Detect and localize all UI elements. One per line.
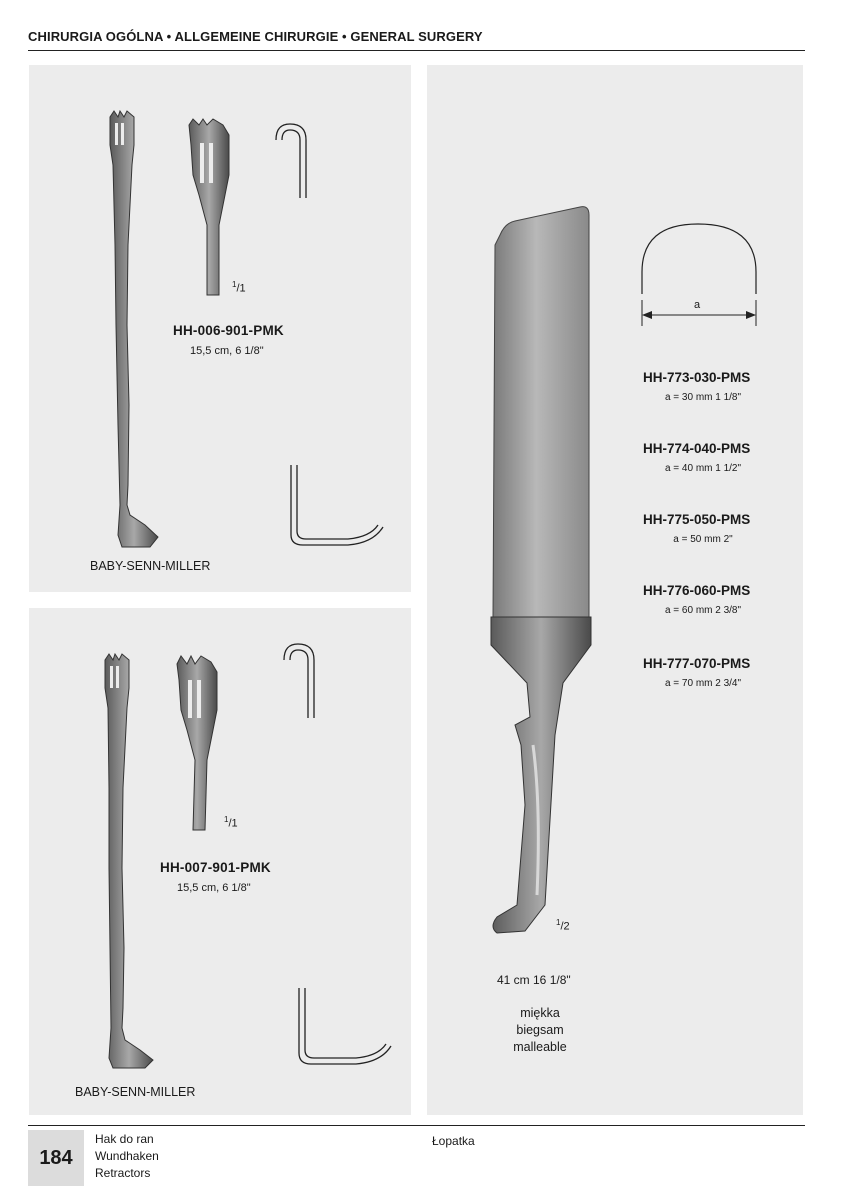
spatula-image: [485, 205, 595, 935]
scale-label-1: $^1$/1: [232, 280, 246, 295]
variant-size-3: a = 50 mm 2": [673, 534, 733, 545]
retractor-full-image-1: [100, 105, 160, 560]
retractor-tip-detail-image-2: [173, 650, 233, 835]
spatula-length: 41 cm 16 1/8": [497, 973, 571, 987]
variant-size-5: a = 70 mm 2 3/4": [664, 678, 742, 689]
footer-category-pl: Hak do ran: [95, 1132, 154, 1146]
variant-code-4: HH-776-060-PMS: [643, 583, 751, 598]
page-number: 184: [28, 1130, 84, 1186]
product-code-2: HH-007-901-PMK: [160, 860, 271, 875]
product-name-1: BABY-SENN-MILLER: [90, 559, 211, 573]
retractor-tip-detail-image-1: [185, 115, 245, 300]
spatula-material: [500, 1005, 580, 1056]
product-size-1: 15,5 cm, 6 1/8": [190, 345, 264, 357]
hook-profile-diagram-2a: [280, 640, 320, 720]
variant-size-1: a = 30 mm 1 1/8": [664, 392, 742, 403]
header-divider: [28, 50, 805, 51]
material-line-pl: miękka: [520, 1006, 560, 1020]
variant-code-1: HH-773-030-PMS: [643, 370, 751, 385]
product-size-2: 15,5 cm, 6 1/8": [177, 882, 251, 894]
footer-divider: [28, 1125, 805, 1126]
hook-profile-diagram-1b: [288, 465, 388, 550]
footer-category-de: Wundhaken: [95, 1149, 159, 1163]
blade-width-diagram: [640, 222, 758, 332]
material-line-de: biegsam: [516, 1023, 564, 1037]
product-name-2: BABY-SENN-MILLER: [75, 1085, 196, 1099]
variant-size-4: a = 60 mm 2 3/8": [664, 605, 742, 616]
hook-profile-diagram-2b: [296, 988, 396, 1068]
variant-code-5: HH-777-070-PMS: [643, 656, 751, 671]
footer-item-name: Łopatka: [432, 1134, 475, 1148]
retractor-full-image-2: [95, 648, 160, 1073]
variant-code-3: HH-775-050-PMS: [643, 512, 751, 527]
dimension-label-a: a: [694, 299, 701, 311]
footer-category-en: Retractors: [95, 1166, 151, 1180]
material-line-en: malleable: [513, 1040, 567, 1054]
scale-label-2: $^1$/1: [224, 815, 238, 830]
page-header-title: CHIRURGIA OGÓLNA • ALLGEMEINE CHIRURGIE • GENERAL SURGERY: [28, 29, 483, 44]
product-code-1: HH-006-901-PMK: [173, 323, 284, 338]
variant-code-2: HH-774-040-PMS: [643, 441, 751, 456]
scale-label-spatula: $^1$/2: [556, 918, 570, 933]
hook-profile-diagram-1a: [272, 120, 312, 200]
variant-size-2: a = 40 mm 1 1/2": [664, 463, 742, 474]
